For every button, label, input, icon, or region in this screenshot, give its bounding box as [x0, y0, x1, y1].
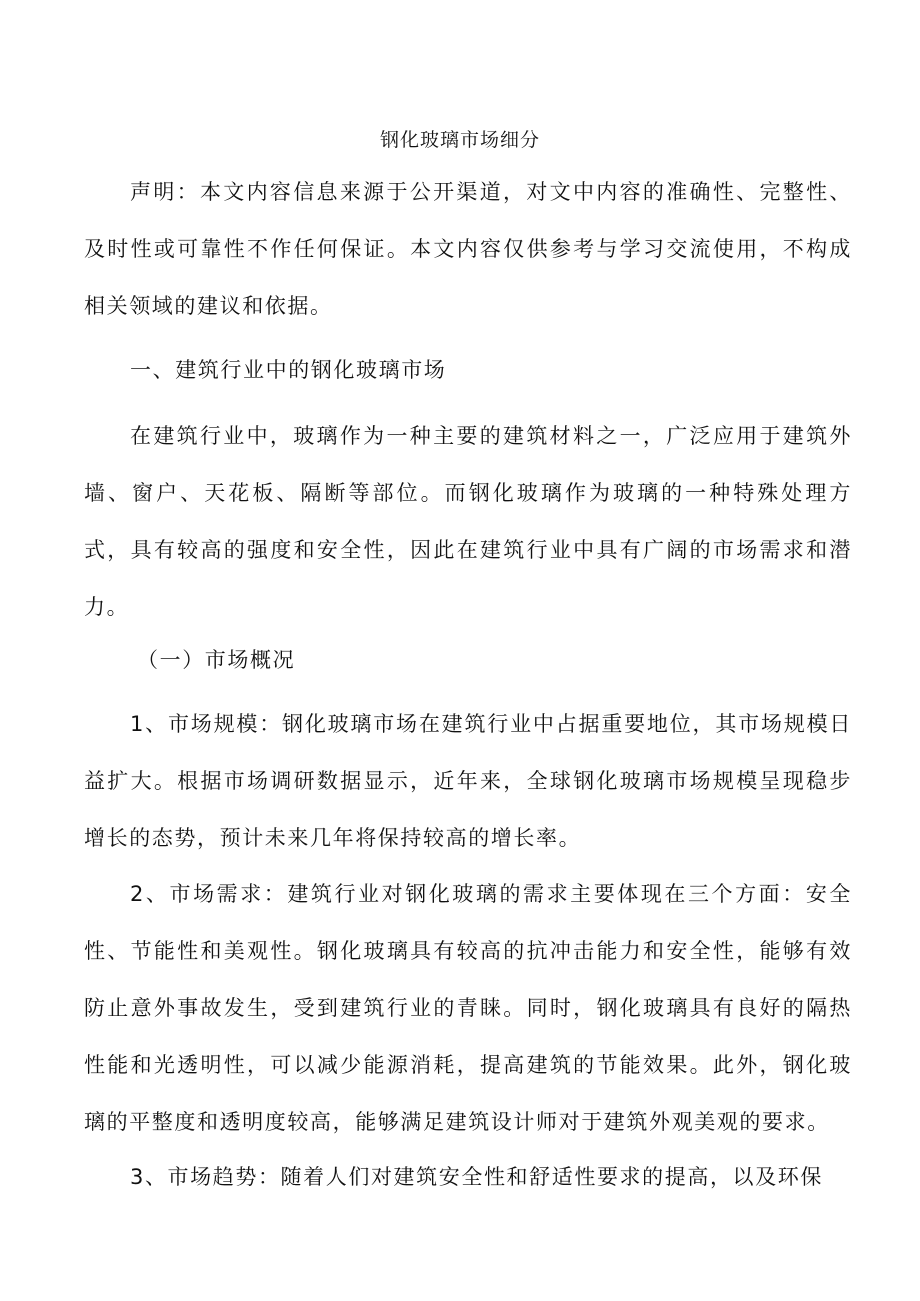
document-title: 钢化玻璃市场细分 — [379, 129, 540, 151]
intro-paragraph: 在建筑行业中，玻璃作为一种主要的建筑材料之一，广泛应用于建筑外墙、窗户、天花板、隔断等部位。而钢化玻璃作为玻璃的一种特殊处理方式，具有较高的强度和安全性，因此在建筑行业中具有广阔的市场需求和潜力。 — [84, 424, 852, 619]
disclaimer-paragraph: 声明：本文内容信息来源于公开渠道，对文中内容的准确性、完整性、及时性或可靠性不作任何保证。本文内容仅供参考与学习交流使用，不构成相关领域的建议和依据。 — [84, 180, 852, 318]
market-demand-paragraph: 2、市场需求：建筑行业对钢化玻璃的需求主要体现在三个方面：安全性、节能性和美观性。钢化玻璃具有较高的抗冲击能力和安全性，能够有效防止意外事故发生，受到建筑行业的青睐。同时，钢化玻璃具有良好的隔热性能和光透明性，可以减少能源消耗，提高建筑的节能效果。此外，钢化玻璃的平整度和透明度较高，能够满足建筑设计师对于建筑外观美观的要求。 — [84, 882, 852, 1134]
market-size-paragraph: 1、市场规模：钢化玻璃市场在建筑行业中占据重要地位，其市场规模日益扩大。根据市场调研数据显示，近年来，全球钢化玻璃市场规模呈现稳步增长的态势，预计未来几年将保持较高的增长率。 — [84, 712, 852, 850]
subsection-heading: （一）市场概况 — [137, 648, 296, 672]
market-trend-paragraph: 3、市场趋势：随着人们对建筑安全性和舒适性要求的提高，以及环保 — [130, 1165, 823, 1189]
section-heading: 一、建筑行业中的钢化玻璃市场 — [130, 358, 447, 382]
